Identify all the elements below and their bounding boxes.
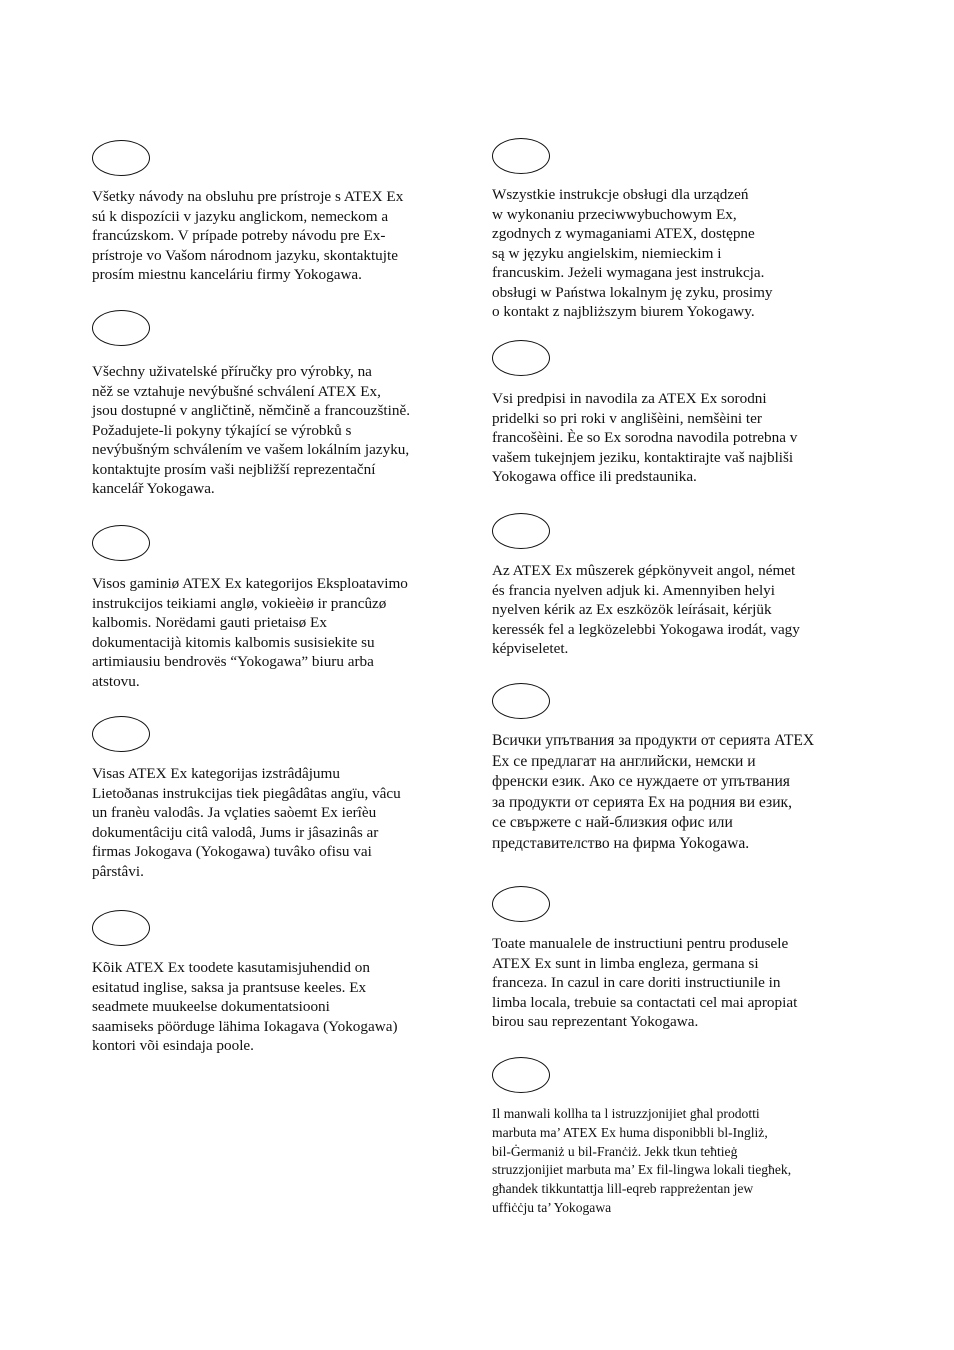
text-line: francošèini. Èe so Ex sorodna navodila potrebna v: [492, 429, 798, 446]
text-line: Kõik ATEX Ex toodete kasutamisjuhendid on: [92, 959, 370, 976]
text-line: за продукти от серията Ex на родния ви език,: [492, 793, 793, 811]
text-line: w wykonaniu przeciwwybuchowym Ex,: [492, 205, 737, 223]
text-line: un franèu valodâs. Ja vçlaties saòemt Ex ierîèu: [92, 804, 377, 821]
language-marker-ellipse: [492, 340, 550, 376]
text-line: Toate manualele de instructiuni pentru produsele: [492, 935, 789, 952]
text-line: jsou dostupné v angličtině, němčině a francouzštině.: [92, 402, 410, 419]
language-marker-ellipse: [92, 525, 150, 561]
text-line: Il manwali kollha ta l istruzzjonijiet għal prodotti: [492, 1106, 760, 1121]
text-line: pârstâvi.: [92, 862, 144, 880]
text-line: marbuta ma’ ATEX Ex huma disponibbli bl-Ingliż,: [492, 1124, 768, 1140]
text-line: artimiausiu bendrovës “Yokogawa” biuru arba: [92, 653, 374, 670]
text-line: Visas ATEX Ex kategorijas izstrâdâjumu: [92, 765, 340, 782]
notice-text-slovenian: [492, 389, 797, 487]
text-line: Požadujete-li pokyny týkající se výrobků s: [92, 421, 352, 439]
text-line: francuskim. Jeżeli wymagana jest instrukcja.: [492, 264, 765, 281]
text-line: dokumentacijà kitomis kalbomis susisiekite su: [92, 633, 375, 651]
text-line: nyelven kérik az Ex eszközök leírásait, kérjük: [492, 601, 772, 618]
text-line: zgodnych z wymaganiami ATEX, dostępne: [492, 225, 755, 242]
text-line: są w języku angielskim, niemieckim i: [492, 244, 722, 262]
text-line: instrukcijos teikiami anglø, vokieèiø ir prancûzø: [92, 594, 387, 612]
text-line: Ex се предлагат на английски, немски и: [492, 752, 756, 770]
text-line: něž se vztahuje nevýbušné schválení ATEX Ex,: [92, 382, 381, 400]
text-line: bil-Ġermaniż u bil-Franċiż. Jekk tkun teħtieġ: [492, 1143, 738, 1159]
text-line: Wszystkie instrukcje obsługi dla urządzeń: [492, 186, 749, 203]
language-marker-ellipse: [492, 886, 550, 922]
language-marker-ellipse: [492, 1057, 550, 1093]
text-line: nevýbušným schválením ve vašem lokálním jazyku,: [92, 441, 410, 458]
text-line: pridelki so pri roki v anglišèini, nemšèini ter: [492, 409, 762, 427]
notice-text-romanian: [492, 934, 797, 1032]
text-line: vašem tukejnjem jeziku, kontaktirajte vaš najbliši: [492, 448, 794, 466]
text-line: prístroje vo Vašom národnom jazyku, skontaktujte: [92, 246, 398, 264]
text-line: ATEX Ex sunt in limba engleza, germana si: [492, 954, 759, 972]
text-line: представителство на фирма Yokogawa.: [492, 834, 750, 852]
text-line: Visos gaminiø ATEX Ex kategorijos Eksploatavimo: [92, 575, 408, 592]
notice-text-hungarian: [492, 561, 800, 659]
text-line: saamiseks pöörduge lähima Iokagava (Yokogawa): [92, 1017, 398, 1035]
language-marker-ellipse: [92, 140, 150, 176]
text-line: atstovu.: [92, 672, 140, 690]
notice-text-slovak: [92, 187, 403, 285]
text-line: kontori või esindaja poole.: [92, 1037, 254, 1054]
text-line: Всички упътвания за продукти от серията ATEX: [492, 732, 815, 749]
notice-text-estonian: [92, 958, 398, 1056]
text-line: firmas Jokogava (Yokogawa) tuvâko ofisu vai: [92, 843, 372, 860]
language-marker-ellipse: [492, 513, 550, 549]
text-line: keressék fel a legközelebbi Yokogawa irodát, vagy: [492, 620, 800, 638]
text-line: francúzskom. V prípade potreby návodu pre Ex-: [92, 227, 386, 244]
text-line: френски език. Ако се нуждаете от упътвания: [492, 773, 790, 790]
text-line: sú k dispozícii v jazyku anglickom, nemeckom a: [92, 207, 389, 225]
language-marker-ellipse: [92, 910, 150, 946]
text-line: kalbomis. Norëdami gauti prietaisø Ex: [92, 614, 327, 631]
notice-text-polish: [492, 185, 773, 322]
text-line: Az ATEX Ex mûszerek gépkönyveit angol, német: [492, 562, 796, 579]
text-line: képviseletet.: [492, 640, 569, 657]
text-line: uffiċċju ta’ Yokogawa: [492, 1199, 612, 1215]
text-line: għandek tikkuntattja lill-eqreb rappreżentan jew: [492, 1181, 754, 1197]
text-line: Vsi predpisi in navodila za ATEX Ex sorodni: [492, 390, 767, 407]
text-line: birou sau reprezentant Yokogawa.: [492, 1013, 699, 1030]
text-line: o kontakt z najbliższym biurem Yokogawy.: [492, 303, 755, 320]
notice-text-maltese: [492, 1105, 791, 1218]
language-marker-ellipse: [492, 683, 550, 719]
language-marker-ellipse: [92, 310, 150, 346]
notice-text-latvian: [92, 764, 401, 881]
text-line: limba locala, trebuie sa contactati cel mai apropiat: [492, 993, 798, 1011]
language-marker-ellipse: [492, 138, 550, 174]
text-line: seadmete muukeelse dokumentatsiooni: [92, 998, 330, 1015]
text-line: és francia nyelven adjuk ki. Amennyiben helyi: [492, 581, 775, 599]
text-line: obsługi w Państwa lokalnym ję zyku, prosimy: [492, 283, 773, 301]
notice-text-bulgarian: [492, 731, 814, 854]
text-line: franceza. In cazul in care doriti instructiunile in: [492, 974, 781, 991]
notice-text-czech: [92, 362, 410, 499]
text-line: kontaktujte prosím vaši nejbližší reprezentační: [92, 460, 376, 478]
text-line: Všechny uživatelské příručky pro výrobky, na: [92, 363, 372, 380]
text-line: kancelář Yokogawa.: [92, 480, 215, 497]
notice-text-lithuanian: [92, 574, 408, 691]
language-marker-ellipse: [92, 716, 150, 752]
text-line: prosím miestnu kanceláriu firmy Yokogawa.: [92, 266, 362, 283]
text-line: Lietoðanas instrukcijas tiek piegâdâtas angïu, vâcu: [92, 784, 401, 802]
text-line: Yokogawa office ili predstaunika.: [492, 468, 697, 485]
text-line: dokumentâciju citâ valodâ, Jums ir jâsazinâs ar: [92, 823, 379, 841]
text-line: esitatud inglise, saksa ja prantsuse keeles. Ex: [92, 978, 367, 996]
text-line: struzzjonijiet marbuta ma’ Ex fil-lingwa lokali tiegħek,: [492, 1162, 792, 1178]
text-line: Všetky návody na obsluhu pre prístroje s ATEX Ex: [92, 188, 404, 205]
text-line: се свържете с най-близкия офис или: [492, 814, 733, 831]
